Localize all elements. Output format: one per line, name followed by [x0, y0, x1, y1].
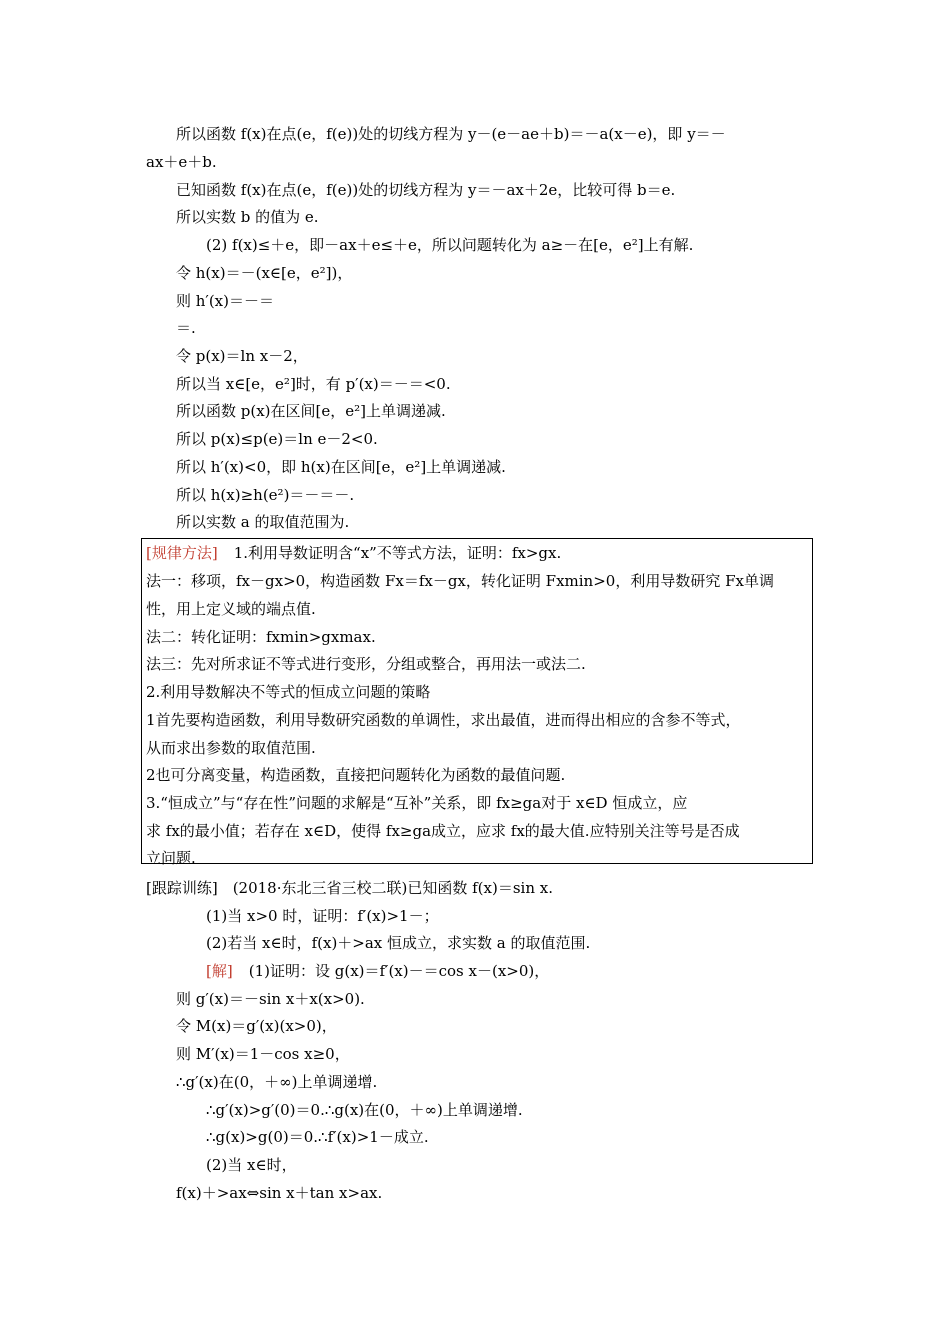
text-line: 所以当 x∈[e，e²]时，有 p′(x)＝－＝<0. — [176, 375, 451, 393]
text-line: ax＋e＋b. — [146, 153, 217, 171]
method-line: 从而求出参数的取值范围. — [146, 739, 316, 757]
method-line: 2.利用导数解决不等式的恒成立问题的策略 — [146, 683, 431, 701]
method-tag: [规律方法] — [146, 544, 218, 562]
text-line: 令 p(x)＝ln x－2， — [176, 347, 308, 365]
answer-line: (2)当 x∈时， — [206, 1156, 297, 1174]
answer-line: (1)证明：设 g(x)＝f′(x)－＝cos x－(x>0)， — [248, 962, 550, 980]
question-1: (1)当 x>0 时，证明：f′(x)>1－； — [206, 907, 439, 925]
text-line: 所以实数 b 的值为 e. — [176, 208, 319, 226]
method-line: 求 fx的最小值；若存在 x∈D，使得 fx≥ga成立，应求 fx的最大值.应特别关注等号是否成 — [146, 822, 740, 840]
text-line: 所以实数 a 的取值范围为. — [176, 513, 350, 531]
method-line: 3.“恒成立”与“存在性”问题的求解是“互补”关系，即 fx≥ga对于 x∈D 恒成立，应 — [146, 794, 688, 812]
answer-line: ∴g(x)>g(0)＝0.∴f′(x)>1－成立. — [206, 1128, 429, 1146]
answer-line: 则 g′(x)＝－sin x＋x(x>0). — [176, 990, 365, 1008]
method-line: 立问题. — [146, 849, 196, 867]
method-line: 法三：先对所求证不等式进行变形，分组或整合，再用法一或法二. — [146, 655, 586, 673]
answer-tag: [解] — [206, 962, 233, 980]
method-line: 1.利用导数证明含“x”不等式方法，证明：fx>gx. — [233, 544, 562, 562]
text-line: 所以 p(x)≤p(e)＝ln e－2<0. — [176, 430, 378, 448]
answer-line: ∴g′(x)在(0，＋∞)上单调递增. — [176, 1073, 378, 1091]
text-line: 则 h′(x)＝－＝ — [176, 292, 274, 310]
answer-line: 则 M′(x)＝1－cos x≥0， — [176, 1045, 350, 1063]
method-line: 2也可分离变量，构造函数，直接把问题转化为函数的最值问题. — [146, 766, 566, 784]
method-line: 法一：移项，fx－gx>0，构造函数 Fx＝fx－gx，转化证明 Fxmin>0，利用导数研究 Fx单调 — [146, 572, 774, 590]
answer-line: 令 M(x)＝g′(x)(x>0)， — [176, 1017, 337, 1035]
answer-line: f(x)＋>ax⇔sin x＋tan x>ax. — [176, 1184, 383, 1202]
method-first-line — [146, 543, 561, 563]
text-line: 已知函数 f(x)在点(e，f(e))处的切线方程为 y＝－ax＋2e，比较可得 b＝e. — [176, 181, 676, 199]
text-line: ＝. — [176, 319, 196, 337]
text-line: 令 h(x)＝－(x∈[e，e²])， — [176, 264, 353, 282]
answer-line: ∴g′(x)>g′(0)＝0.∴g(x)在(0，＋∞)上单调递增. — [206, 1101, 523, 1119]
question-2: (2)若当 x∈时，f(x)＋>ax 恒成立，求实数 a 的取值范围. — [206, 934, 591, 952]
text-line: 所以 h′(x)<0，即 h(x)在区间[e，e²]上单调递减. — [176, 458, 506, 476]
method-line: 法二：转化证明：fxmin>gxmax. — [146, 628, 376, 646]
text-line: 所以 h(x)≥h(e²)＝－＝－. — [176, 486, 355, 504]
text-line: 所以函数 p(x)在区间[e，e²]上单调递减. — [176, 402, 446, 420]
answer-first-line — [206, 961, 549, 981]
exercise-heading: [跟踪训练] (2018·东北三省三校二联)已知函数 f(x)＝sin x. — [146, 879, 553, 897]
text-line: 所以函数 f(x)在点(e，f(e))处的切线方程为 y－(e－ae＋b)＝－a(x－e)，即 y＝－ — [176, 125, 726, 143]
text-line: (2) f(x)≤＋e，即－ax＋e≤＋e，所以问题转化为 a≥－在[e，e²]上有解. — [206, 236, 694, 254]
method-line: 性，用上定义域的端点值. — [146, 600, 316, 618]
method-line: 1首先要构造函数，利用导数研究函数的单调性，求出最值，进而得出相应的含参不等式， — [146, 711, 741, 729]
